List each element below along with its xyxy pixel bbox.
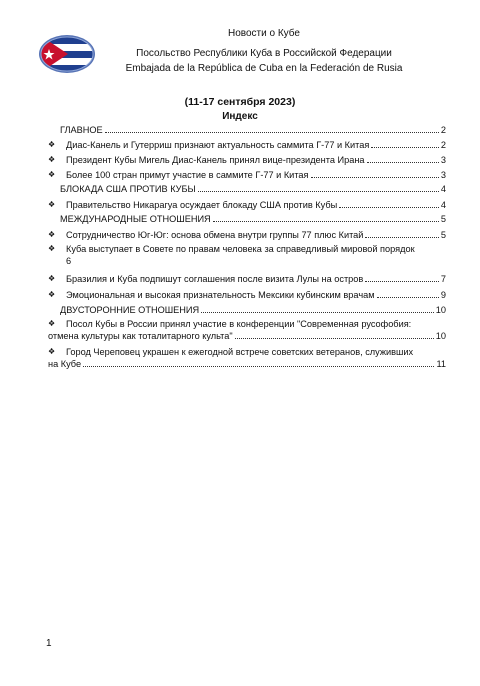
toc-entry-title: Куба выступает в Совете по правам человека за справедливый мировой порядок	[66, 244, 415, 254]
toc-page-number: 6	[66, 256, 72, 266]
toc-page-number: 3	[440, 170, 446, 180]
toc-page-number: 4	[440, 200, 446, 210]
toc-entry-text	[48, 346, 446, 370]
document-header	[104, 26, 424, 76]
toc-page-number: 7	[440, 274, 446, 284]
toc-entry[interactable]	[48, 229, 446, 241]
toc-entry-title: БЛОКАДА США ПРОТИВ КУБЫ	[60, 184, 196, 194]
dot-leader	[198, 190, 439, 192]
toc-page-number: 10	[435, 331, 446, 341]
toc-section[interactable]	[48, 304, 446, 316]
toc-entry-title: Диас-Канель и Гутерриш признают актуальность саммита Г-77 и Китая	[66, 140, 370, 150]
diamond-bullet-icon: ❖	[48, 200, 56, 209]
toc-entry-title: Эмоциональная и высокая признательность Мексики кубинским врачам	[66, 290, 375, 300]
dot-leader	[311, 176, 439, 178]
toc-page-number: 9	[440, 290, 446, 300]
diamond-bullet-icon: ❖	[48, 140, 56, 149]
toc-entry[interactable]	[48, 273, 446, 285]
dot-leader	[105, 131, 439, 133]
dot-leader	[371, 146, 439, 148]
diamond-bullet-icon: ❖	[48, 244, 56, 253]
diamond-bullet-icon: ❖	[48, 274, 56, 283]
toc-section[interactable]	[48, 124, 446, 136]
toc-entry[interactable]	[48, 318, 446, 342]
toc-page-number: 2	[440, 125, 446, 135]
toc-entry[interactable]	[48, 346, 446, 370]
cuba-flag-logo	[38, 34, 96, 74]
dot-leader	[83, 365, 434, 367]
toc-entry-text	[48, 318, 446, 342]
toc-section[interactable]	[48, 183, 446, 195]
toc-page-number: 4	[440, 184, 446, 194]
dot-leader	[201, 311, 434, 313]
embassy-name-es: Embajada de la República de Cuba en la Federación de Rusia	[125, 63, 403, 74]
toc-entry-text	[48, 243, 446, 267]
toc-entry[interactable]	[48, 154, 446, 166]
toc-entry-title: Более 100 стран примут участие в саммите Г-77 и Китая	[66, 170, 309, 180]
dot-leader	[377, 296, 439, 298]
toc-entry-title: ГЛАВНОЕ	[60, 125, 103, 135]
toc-entry[interactable]	[48, 289, 446, 301]
dot-leader	[235, 337, 434, 339]
dot-leader	[365, 236, 438, 238]
diamond-bullet-icon: ❖	[48, 170, 56, 179]
diamond-bullet-icon: ❖	[48, 230, 56, 239]
diamond-bullet-icon: ❖	[48, 155, 56, 164]
toc-entry-title: ДВУСТОРОННИЕ ОТНОШЕНИЯ	[60, 305, 200, 315]
dot-leader	[339, 206, 439, 208]
toc-entry-title-continued: на Кубе	[48, 359, 82, 369]
diamond-bullet-icon: ❖	[48, 290, 56, 299]
toc-entry-title: Город Череповец украшен к ежегодной встрече советских ветеранов, служивших	[66, 347, 414, 357]
dot-leader	[365, 280, 439, 282]
embassy-name-ru: Посольство Республики Куба в Российской Федерации	[136, 48, 392, 59]
toc-page-number: 5	[440, 230, 446, 240]
toc-entry-title: Бразилия и Куба подпишут соглашения после визита Лулы на остров	[66, 274, 364, 284]
toc-page-number: 11	[436, 359, 446, 369]
toc-page-number: 3	[440, 155, 446, 165]
toc-entry[interactable]	[48, 139, 446, 151]
date-range: (11-17 сентября 2023)	[184, 96, 296, 108]
toc-entry-title: Президент Кубы Мигель Диас-Канель принял вице-президента Ирана	[66, 155, 365, 165]
toc-entry-title: Сотрудничество Юг-Юг: основа обмена внутри группы 77 плюс Китай	[66, 230, 364, 240]
newsletter-title: Новости о Кубе	[228, 28, 300, 39]
toc-entry[interactable]	[48, 243, 446, 267]
dot-leader	[367, 161, 439, 163]
diamond-bullet-icon: ❖	[48, 319, 56, 328]
toc-page-number: 10	[435, 305, 446, 315]
toc-section[interactable]	[48, 213, 446, 225]
toc-page-number: 2	[440, 140, 446, 150]
toc-entry[interactable]	[48, 169, 446, 181]
toc-entry-title: Правительство Никарагуа осуждает блокаду США против Кубы	[66, 200, 338, 210]
page-number: 1	[46, 638, 52, 649]
toc-entry-title: МЕЖДУНАРОДНЫЕ ОТНОШЕНИЯ	[60, 214, 211, 224]
toc-page-number: 5	[440, 214, 446, 224]
toc-entry-title: Посол Кубы в России принял участие в конференции "Современная русофобия:	[66, 319, 412, 329]
toc-entry-title-continued: отмена культуры как тоталитарного культа"	[48, 331, 233, 341]
table-of-contents	[48, 124, 446, 370]
dot-leader	[213, 220, 439, 222]
diamond-bullet-icon: ❖	[48, 347, 56, 356]
toc-entry[interactable]	[48, 199, 446, 211]
index-heading: Индекс	[222, 111, 258, 122]
